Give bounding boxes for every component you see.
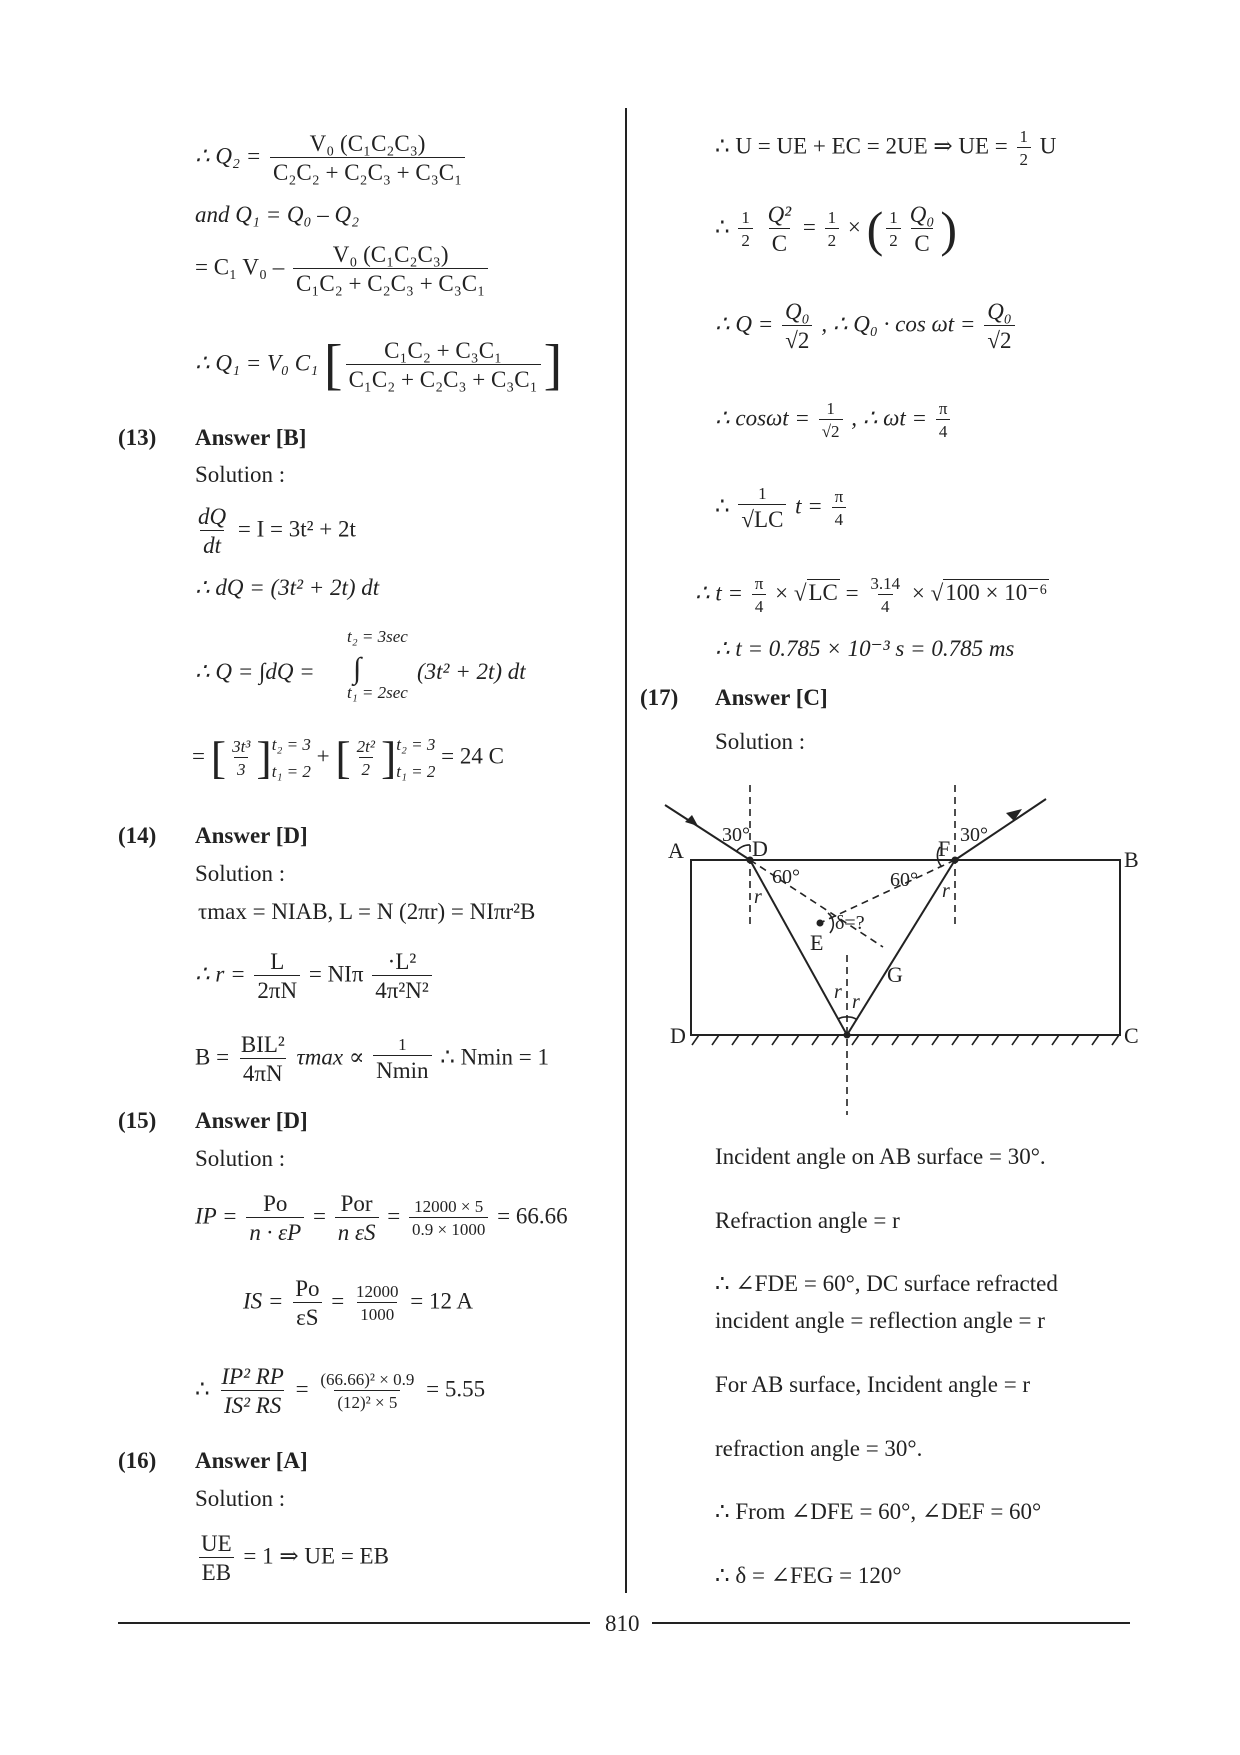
eq-rhs: = I = 3t² + 2t (237, 516, 356, 542)
fraction (867, 575, 903, 615)
fraction (354, 738, 378, 778)
footer-rule-left (118, 1622, 590, 1624)
lower-limit: t₁ = 2 (271, 762, 311, 781)
eq-lhs: ∴ cosωt = (715, 405, 810, 431)
q17-line-2: Refraction angle = r (715, 1208, 900, 1233)
eq-rhs: = 66.66 (497, 1203, 568, 1229)
mirror-hatching (692, 1035, 1119, 1045)
eq-mid: , ∴ Q₀ · cos ωt = (821, 311, 976, 337)
times: × (847, 214, 861, 240)
left-paren: ( (866, 201, 884, 257)
numerator: Po (295, 1276, 320, 1301)
numerator: π (834, 487, 844, 506)
label-C: C (1124, 1023, 1139, 1048)
numerator: L (270, 949, 285, 974)
question-number-16: (16) (118, 1448, 157, 1473)
fraction (195, 505, 229, 557)
left-bracket: [ (323, 334, 343, 396)
label-30-left: 30° (722, 824, 750, 846)
times: × (911, 580, 925, 606)
numerator: 1 (741, 208, 750, 227)
numerator: 1 (889, 208, 898, 227)
eq-15-is: IS = $\frac{Po}{\varepsilon S}$ = $\frac{12000}{1000}$ = 12 A (243, 1276, 474, 1330)
fraction (752, 575, 767, 615)
denominator: 4π²N² (372, 975, 432, 1002)
solution-label-13: Solution : (195, 462, 286, 487)
point-E (817, 920, 824, 927)
eq-rhs: = 24 C (441, 743, 504, 769)
times: × (775, 580, 789, 606)
eq-r6-time (695, 575, 1049, 615)
normal-lines (750, 785, 955, 1115)
numerator: π (754, 574, 764, 593)
eq-lhs: ∴ Q₁ = V₀ C₁ (195, 350, 319, 376)
plus: + (316, 743, 330, 769)
fraction (907, 203, 938, 255)
numerator: 12000 (355, 1282, 399, 1301)
fraction (198, 1532, 235, 1584)
denominator: 2 (886, 228, 901, 249)
numerator: UE (201, 1531, 232, 1556)
fraction (335, 1192, 379, 1244)
numerator: 12000 × 5 (414, 1197, 484, 1216)
eq-lhs: = C₁ V₀ – (195, 254, 285, 280)
solution-label-14: Solution : (195, 861, 286, 886)
q17-line-4: incident angle = reflection angle = r (715, 1308, 1045, 1333)
fraction (832, 488, 847, 528)
fraction (238, 1033, 288, 1085)
denominator: √2 (984, 325, 1014, 352)
solution-label-15: Solution : (195, 1146, 286, 1171)
eq-lhs: ∴ (195, 1376, 210, 1402)
integrand: (3t² + 2t) dt (417, 659, 526, 684)
left-bracket: [ (210, 732, 227, 783)
q17-line-6: refraction angle = 30°. (715, 1436, 923, 1461)
eq-r5-lc (715, 485, 849, 531)
answer-14: Answer [D] (195, 823, 308, 848)
eq-q2 (195, 132, 468, 184)
answer-16: Answer [A] (195, 1448, 308, 1473)
eq-and-line: and Q₁ = Q₀ – Q₂ (195, 202, 360, 227)
lower-limit: t₁ = 2 (396, 762, 436, 781)
denominator: 2 (738, 228, 753, 249)
fraction (353, 1283, 402, 1323)
numerator: 3.14 (870, 574, 901, 593)
fraction (293, 243, 488, 295)
denominator: 1000 (357, 1302, 397, 1323)
denominator: 2πN (254, 975, 300, 1002)
answer-17: Answer [C] (715, 685, 828, 710)
eq-15-ratio: ∴ $\frac{\text{IP² RP}}{\text{IS² RS}}$ = $\frac{\text{(66.66)² × 0.9}}{\text{(12)² × 5}}$ = 5.55 (195, 1364, 486, 1418)
denominator: 4 (878, 594, 893, 615)
denominator: 4 (936, 419, 951, 440)
eq-lhs: ∴ Q₂ = (195, 143, 262, 169)
eq-q1-expansion (195, 243, 491, 295)
fraction (825, 209, 840, 249)
q17-line-8: ∴ δ = ∠FEG = 120° (715, 1563, 902, 1588)
label-r-right: r (942, 880, 950, 902)
denominator: n εS (335, 1217, 379, 1244)
q17-line-7: ∴ From ∠DFE = 60°, ∠DEF = 60° (715, 1499, 1042, 1524)
fraction (317, 1371, 417, 1411)
fraction (346, 339, 541, 391)
denominator: 2 (1017, 147, 1032, 168)
numerator: dQ (198, 504, 227, 529)
page-number: 810 (605, 1611, 640, 1636)
numerator: Por (340, 1191, 373, 1216)
eq-r4-cos (715, 400, 953, 440)
fraction (229, 738, 253, 778)
q17-line-1: Incident angle on AB surface = 30°. (715, 1144, 1046, 1169)
equals: = (802, 214, 816, 240)
sqrt-body: 100 × 10⁻⁶ (945, 580, 1048, 606)
q17-line-3: ∴ ∠FDE = 60°, DC surface refracted (715, 1271, 1058, 1296)
eq-lhs: ∴ (715, 214, 730, 240)
question-number-17: (17) (640, 685, 679, 710)
fraction (886, 209, 901, 249)
right-bracket: ] (543, 334, 563, 396)
solution-label-16: Solution : (195, 1486, 286, 1511)
point-bottom (844, 1032, 851, 1039)
solution-label-17: Solution : (715, 729, 806, 754)
integral-sign: ∫ (353, 652, 362, 685)
q17-line-5: For AB surface, Incident angle = r (715, 1372, 1031, 1397)
eq-r2-energy-split (715, 203, 957, 255)
denominator: C (911, 228, 932, 255)
label-30-right: 30° (960, 824, 988, 846)
limits (396, 736, 435, 780)
eq-13-dq: ∴ dQ = (3t² + 2t) dt (195, 575, 380, 600)
fraction (292, 1277, 322, 1329)
eq-mid: = NIπ (308, 961, 364, 987)
eq-r7-result: ∴ t = 0.785 × 10⁻³ s = 0.785 ms (715, 636, 1015, 661)
eq-text: ∴ U = UE + EC = 2UE ⇒ UE = (715, 133, 1008, 159)
numerator: 3t³ (232, 737, 251, 756)
eq-13-dqdt (192, 505, 356, 557)
eq-r3-charge (715, 300, 1018, 352)
right-bracket: ] (380, 732, 397, 783)
denominator: C (769, 228, 790, 255)
point-F (952, 857, 959, 864)
numerator: 1 (1019, 127, 1029, 146)
denominator: 2 (825, 228, 840, 249)
label-E: E (810, 930, 824, 955)
numerator: C₁C₂ + C₃C₁ (384, 338, 503, 363)
numerator: 1 (827, 208, 837, 227)
sqrt-body: LC (808, 580, 838, 606)
fraction (373, 1036, 431, 1082)
denominator: εS (293, 1302, 321, 1329)
numerator: Q² (767, 202, 792, 227)
label-A: A (668, 838, 684, 863)
upper-limit: t₂ = 3 (396, 735, 436, 754)
fraction (765, 203, 795, 255)
sqrt: √100 × 10⁻⁶ (930, 580, 1048, 606)
denominator: C₂C₂ + C₂C₃ + C₃C₁ (270, 157, 465, 184)
numerator: Po (263, 1191, 288, 1216)
denominator: Nmin (373, 1055, 431, 1082)
answer-15: Answer [D] (195, 1108, 308, 1133)
eq-15-ip: IP = $\frac{Po}{n \cdot \varepsilon P}$ = $\frac{\text{Por}}{\text{n εS}}$ = $\frac{12000 \times 5}{0.9 \times 1000}$ = 66.66 (195, 1191, 568, 1245)
eq-14-field (195, 1033, 549, 1085)
fraction (409, 1198, 488, 1238)
eq-rhs: ∴ Nmin = 1 (440, 1044, 550, 1070)
upper-limit: t₂ = 3 (271, 735, 311, 754)
fraction (372, 950, 432, 1002)
numerator: V₀ (C₁C₂C₃) (309, 131, 426, 156)
fraction (782, 300, 813, 352)
fraction (254, 950, 300, 1002)
fraction (270, 132, 465, 184)
numerator: Q₀ (909, 202, 935, 227)
question-number-14: (14) (118, 823, 157, 848)
numerator: π (938, 399, 948, 418)
denominator: √LC (738, 504, 786, 531)
denominator: 4 (832, 507, 847, 528)
label-B: B (1124, 847, 1139, 872)
eq-lhs: IP = (195, 1203, 238, 1229)
numerator: Q₀ (987, 299, 1012, 324)
fraction (936, 400, 951, 440)
eq-lhs: ∴ (715, 493, 730, 519)
eq-q1-result (195, 334, 563, 396)
denominator: √2 (782, 325, 812, 352)
right-paren: ) (940, 201, 958, 257)
label-D-bottom: D (670, 1023, 686, 1048)
sqrt: √LC (793, 580, 838, 606)
denominator: 4πN (240, 1058, 286, 1085)
denominator: dt (200, 530, 224, 557)
label-60-right: 60° (890, 869, 918, 891)
label-G: G (887, 962, 903, 987)
numerator: ·L² (387, 949, 417, 974)
integral-lower-limit: t₁ = 2sec (347, 683, 408, 702)
label-delta: δ=? (835, 912, 865, 934)
numerator: Q₀ (785, 299, 810, 324)
eq-rhs: = 1 ⇒ UE = EB (243, 1543, 389, 1569)
eq-14-torque: τmax = NIAB, L = N (2πr) = NIπr²B (198, 899, 536, 924)
eq-lhs: ∴ Q = (715, 311, 774, 337)
left-bracket: [ (335, 732, 351, 783)
numerator: 1 (826, 399, 835, 418)
numerator: 2t² (356, 737, 375, 756)
integral-upper-limit: t₂ = 3sec (347, 627, 408, 646)
eq-16-energy (195, 1532, 389, 1584)
numerator: IP² RP (221, 1364, 284, 1389)
arrow-head-incident (685, 815, 698, 826)
question-number-13: (13) (118, 425, 157, 450)
denominator: C₁C₂ + C₂C₃ + C₃C₁ (293, 268, 488, 295)
eq-lhs: ∴ Q = ∫dQ = (195, 659, 315, 684)
label-r-bottom-right: r (852, 991, 860, 1013)
denominator: (12)² × 5 (334, 1390, 400, 1411)
label-r-bottom-left: r (834, 981, 842, 1003)
numerator: 1 (398, 1035, 407, 1054)
eq-lhs: ∴ t = (695, 580, 744, 606)
right-bracket: ] (256, 732, 272, 783)
fraction (738, 209, 753, 249)
denominator: C₁C₂ + C₂C₃ + C₃C₁ (346, 364, 541, 391)
fraction (738, 485, 786, 531)
eq-lhs: ∴ r = (195, 961, 246, 987)
denominator: 4 (752, 594, 767, 615)
eq-13-evaluated (192, 732, 504, 783)
fraction (1017, 128, 1032, 168)
eq-rhs: = 5.55 (426, 1376, 486, 1402)
footer-rule-right (652, 1622, 1130, 1624)
eq-mid: τmax ∝ (296, 1044, 365, 1070)
eq-tail: U (1039, 133, 1057, 159)
eq-r1-energy (715, 128, 1056, 168)
fraction (984, 300, 1015, 352)
fraction (246, 1192, 304, 1244)
limits (272, 736, 311, 780)
eq-lhs: B = (195, 1044, 230, 1070)
denominator: n · εP (246, 1217, 304, 1244)
eq-lhs: IS = (243, 1288, 284, 1314)
question-number-15: (15) (118, 1108, 157, 1133)
denominator: IS² RS (221, 1390, 284, 1417)
eq-mid: t = (795, 493, 823, 519)
numerator: BIL² (240, 1032, 285, 1057)
numerator: V₀ (C₁C₂C₃) (332, 242, 449, 267)
denominator: 0.9 × 1000 (409, 1217, 488, 1238)
eq-14-radius (195, 950, 435, 1002)
fraction (218, 1365, 286, 1417)
label-F: F (938, 836, 951, 861)
equals: = (192, 743, 205, 769)
column-divider (625, 108, 627, 1593)
denominator: EB (199, 1557, 234, 1584)
label-D-top: D (752, 836, 768, 861)
answer-13: Answer [B] (195, 425, 307, 450)
equals: = (845, 580, 859, 606)
denominator: √2 (819, 419, 843, 440)
prism-refraction-diagram (650, 785, 1170, 1125)
label-r-left: r (754, 886, 762, 908)
denominator: 3 (234, 757, 249, 778)
numerator: (66.66)² × 0.9 (320, 1370, 415, 1389)
eq-mid: , ∴ ωt = (851, 405, 928, 431)
fraction (819, 400, 843, 440)
label-60-left: 60° (772, 866, 800, 888)
eq-rhs: = 12 A (410, 1288, 474, 1314)
arrow-head-emergent (1006, 809, 1022, 821)
denominator: 2 (359, 757, 374, 778)
numerator: 1 (758, 484, 767, 503)
